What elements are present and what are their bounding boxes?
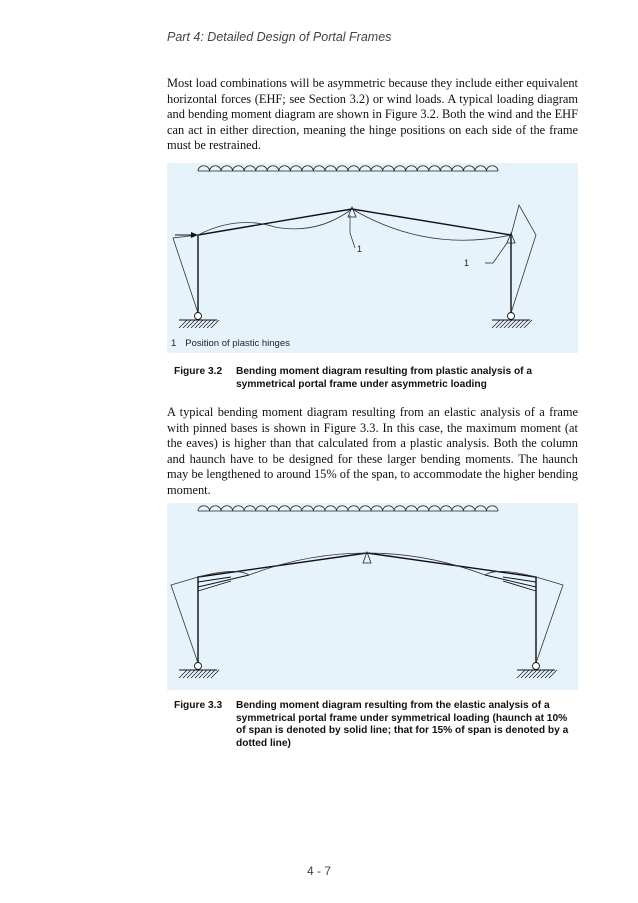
- figure-3-2-diagram: [167, 163, 578, 353]
- pinned-base-right: [517, 663, 557, 679]
- caption-label: Figure 3.3: [174, 700, 223, 711]
- caption-text: Bending moment diagram resulting from plastic analysis of a symmetrical portal frame under asymmetric loading: [236, 366, 533, 390]
- figure-3-3-diagram: [167, 503, 578, 690]
- paragraph-load-combinations: Most load combinations will be asymmetric because they include either equivalent horizontal forces (EHF; see Section 3.2) or wind loads. A typical loading diagram and bending moment diagram are shown in Figure 3.2. Both the wind and the EHF can act in either direction, meaning the hinge positions on each side of the frame must be restrained.: [167, 76, 578, 153]
- haunch-lines: [198, 575, 536, 591]
- figure-3-2-caption: [174, 366, 574, 391]
- hinge-label-eaves: 1: [464, 258, 470, 268]
- plastic-bm-diagram: [167, 163, 578, 353]
- distributed-load-arcs: [198, 166, 498, 171]
- paragraph-elastic-analysis: A typical bending moment diagram resulting from an elastic analysis of a frame with pinned bases is shown in Figure 3.3. In this case, the maximum moment (at the eaves) is higher than that calculated from a plastic analysis. Both the column and haunch have to be designed for these larger bending moments. The haunch may be lengthened to around 15% of the span, to accommodate the higher bending moment.: [167, 405, 578, 497]
- hinge-label-apex: 1: [357, 244, 363, 254]
- pinned-base-left: [179, 663, 219, 679]
- bending-moment-diagram: [173, 205, 536, 313]
- figure-legend: [171, 338, 290, 349]
- distributed-load-arcs: [198, 506, 498, 511]
- running-header: Part 4: Detailed Design of Portal Frames: [167, 30, 392, 44]
- plastic-hinge-markers: [348, 207, 515, 263]
- pinned-base-right: [492, 313, 532, 329]
- legend-number: 1: [171, 338, 177, 349]
- legend-text: Position of plastic hinges: [185, 338, 290, 349]
- pinned-base-left: [179, 313, 219, 329]
- figure-3-3-caption: [174, 700, 574, 750]
- portal-frame: [198, 553, 536, 663]
- caption-label: Figure 3.2: [174, 366, 223, 377]
- page-number: 4 - 7: [306, 864, 331, 878]
- caption-text: Bending moment diagram resulting from the elastic analysis of a symmetrical portal frame under symmetrical loading (haunch at 10% of span is denoted by solid line; that for 15% of span is denoted by a dotted line): [236, 700, 569, 749]
- elastic-bm-diagram: [167, 503, 578, 690]
- bending-moment-diagram: [171, 553, 563, 663]
